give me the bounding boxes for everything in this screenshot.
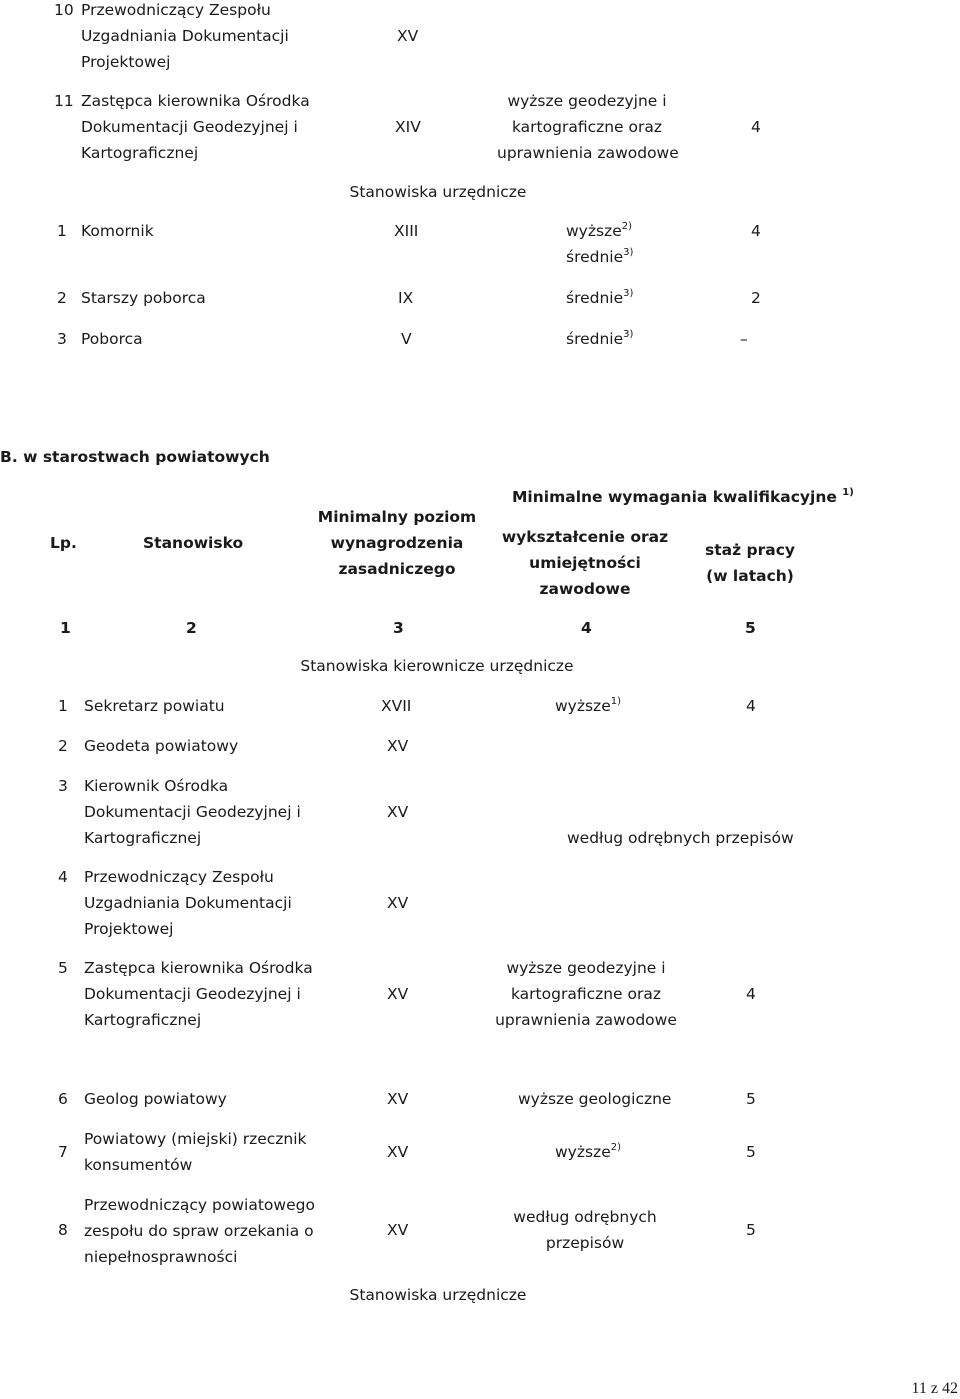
- salary-grade: XV: [387, 894, 409, 912]
- position-name-line: Dokumentacji Geodezyjnej i: [81, 118, 298, 136]
- row-number: 5: [58, 959, 68, 977]
- position-name-line: Dokumentacji Geodezyjnej i: [84, 803, 301, 821]
- row-number: 11: [54, 92, 74, 110]
- position-name: Komornik: [81, 222, 154, 240]
- position-name-line: Przewodniczący powiatowego: [84, 1196, 315, 1214]
- position-name-line: Projektowej: [84, 920, 174, 938]
- row-number: 1: [57, 222, 67, 240]
- education: wyższe$^{2)}$: [555, 1142, 621, 1161]
- position-name-line: Kierownik Ośrodka: [84, 777, 229, 795]
- salary-grade: XV: [387, 737, 409, 755]
- section-header: Stanowiska urzędnicze: [349, 183, 527, 201]
- experience-years: 5: [746, 1143, 756, 1161]
- education-line: według odrębnych: [513, 1208, 657, 1226]
- section-header: Stanowiska kierownicze urzędnicze: [300, 657, 574, 675]
- salary-grade: XIII: [394, 222, 419, 240]
- experience-years: 4: [746, 697, 756, 715]
- experience-years: 5: [746, 1221, 756, 1239]
- row-number: 6: [58, 1090, 68, 1108]
- header-experience-line: (w latach): [706, 567, 794, 585]
- education: średnie$^{3)}$: [566, 288, 634, 307]
- header-experience-line: staż pracy: [704, 541, 795, 559]
- position-name-line: Uzgadniania Dokumentacji: [81, 27, 289, 45]
- row-number: 3: [58, 777, 68, 795]
- position-name-line: Kartograficznej: [81, 144, 199, 162]
- page-number: 11 z 42: [911, 1380, 958, 1397]
- position-name: Poborca: [81, 330, 143, 348]
- position-name-line: Kartograficznej: [84, 829, 202, 847]
- education-line: wyższe geodezyjne i: [507, 92, 667, 110]
- experience-years: 4: [746, 985, 756, 1003]
- row-number: 2: [58, 737, 68, 755]
- header-salary-line: zasadniczego: [338, 560, 456, 578]
- header-education-line: umiejętności: [529, 554, 641, 572]
- position-name-line: Projektowej: [81, 53, 171, 71]
- header-salary-line: Minimalny poziom: [317, 508, 477, 526]
- row-number: 3: [57, 330, 67, 348]
- salary-grade: XVII: [381, 697, 412, 715]
- header-education-line: wykształcenie oraz: [501, 528, 669, 546]
- education: średnie$^{3)}$: [566, 329, 634, 348]
- education-line: przepisów: [545, 1234, 625, 1252]
- header-lp: Lp.: [50, 534, 77, 552]
- row-number: 10: [54, 1, 74, 19]
- education: wyższe$^{2)}$: [566, 221, 632, 240]
- position-name-line: Przewodniczący Zespołu: [84, 868, 274, 886]
- column-number: 5: [745, 619, 756, 637]
- position-name-line: Dokumentacji Geodezyjnej i: [84, 985, 301, 1003]
- header-education-line: zawodowe: [539, 580, 631, 598]
- education: wyższe$^{1)}$: [555, 696, 621, 715]
- salary-grade: XV: [397, 27, 419, 45]
- education: średnie$^{3)}$: [566, 247, 634, 266]
- position-name: Geolog powiatowy: [84, 1090, 227, 1108]
- salary-grade: XV: [387, 1221, 409, 1239]
- salary-grade: XIV: [395, 118, 421, 136]
- position-name-line: Uzgadniania Dokumentacji: [84, 894, 292, 912]
- salary-grade: XV: [387, 803, 409, 821]
- position-name-line: Powiatowy (miejski) rzecznik: [84, 1130, 307, 1148]
- column-number: 3: [393, 619, 404, 637]
- position-name-line: Przewodniczący Zespołu: [81, 1, 271, 19]
- experience-years: 4: [751, 222, 761, 240]
- column-number: 4: [581, 619, 592, 637]
- education-line: kartograficzne oraz: [511, 118, 663, 136]
- experience-years: 2: [751, 289, 761, 307]
- experience-years: 5: [746, 1090, 756, 1108]
- position-name-line: Zastępca kierownika Ośrodka: [84, 959, 313, 977]
- salary-grade: XV: [387, 1090, 409, 1108]
- header-salary-line: wynagrodzenia: [330, 534, 464, 552]
- position-name-line: Zastępca kierownika Ośrodka: [81, 92, 310, 110]
- row-number: 4: [58, 868, 68, 886]
- position-name: Starszy poborca: [81, 289, 206, 307]
- section-header: Stanowiska urzędnicze: [349, 1286, 527, 1304]
- education: według odrębnych przepisów: [567, 829, 794, 847]
- education: wyższe geologiczne: [518, 1090, 672, 1108]
- position-name-line: niepełnosprawności: [84, 1248, 238, 1266]
- header-requirements: Minimalne wymagania kwalifikacyjne $^{1)}$: [512, 487, 854, 506]
- section-title: B. w starostwach powiatowych: [0, 448, 270, 466]
- education-line: wyższe geodezyjne i: [506, 959, 666, 977]
- salary-grade: XV: [387, 1143, 409, 1161]
- salary-grade: XV: [387, 985, 409, 1003]
- position-name-line: Kartograficznej: [84, 1011, 202, 1029]
- position-name: Sekretarz powiatu: [84, 697, 225, 715]
- salary-grade: IX: [398, 289, 414, 307]
- column-number: 1: [60, 619, 71, 637]
- education-line: uprawnienia zawodowe: [497, 144, 679, 162]
- experience-years: 4: [751, 118, 761, 136]
- row-number: 1: [58, 697, 68, 715]
- experience-years: –: [740, 330, 748, 348]
- salary-grade: V: [401, 330, 412, 348]
- header-position: Stanowisko: [143, 534, 244, 552]
- position-name: Geodeta powiatowy: [84, 737, 239, 755]
- row-number: 8: [58, 1221, 68, 1239]
- column-number: 2: [186, 619, 197, 637]
- education-line: uprawnienia zawodowe: [495, 1011, 677, 1029]
- row-number: 2: [57, 289, 67, 307]
- position-name-line: konsumentów: [84, 1156, 193, 1174]
- row-number: 7: [58, 1143, 68, 1161]
- position-name-line: zespołu do spraw orzekania o: [84, 1222, 314, 1240]
- education-line: kartograficzne oraz: [510, 985, 662, 1003]
